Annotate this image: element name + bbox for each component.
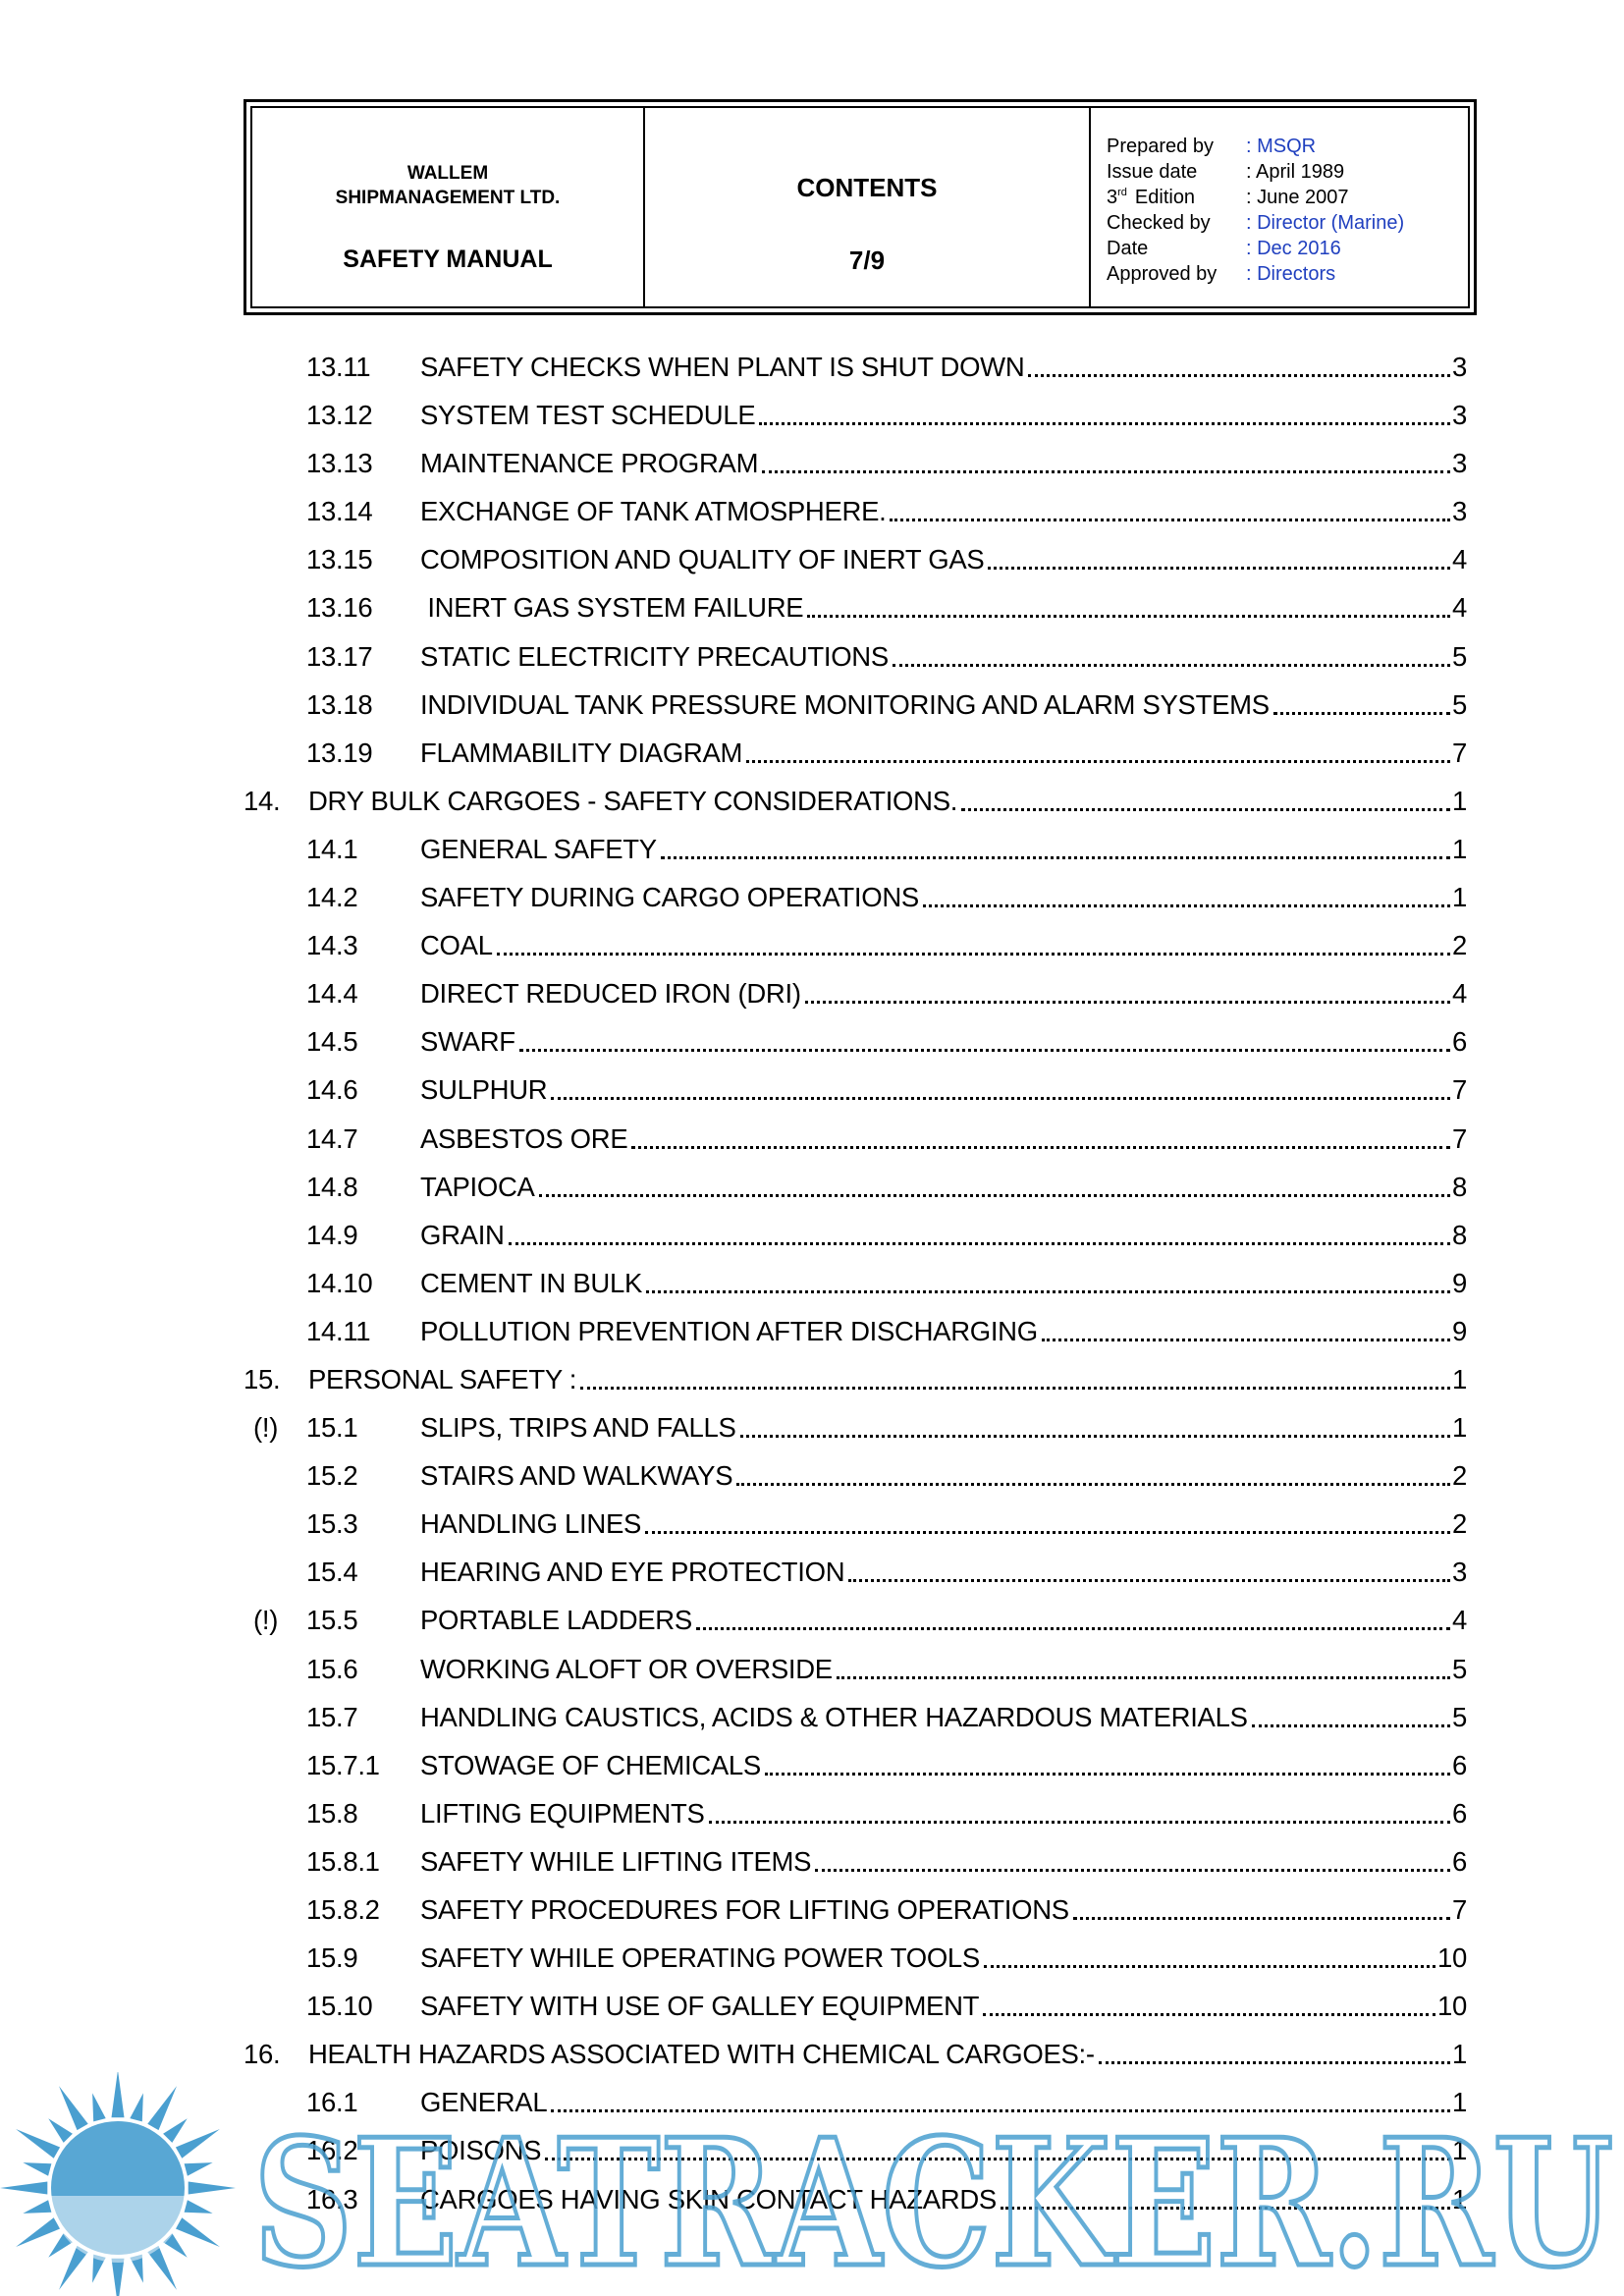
toc-entry-line (420, 1316, 1467, 1347)
toc-number: 14.11 (306, 1315, 371, 1346)
toc-entry-line (420, 738, 1467, 769)
meta-row (1107, 210, 1468, 236)
toc-section-row[interactable] (244, 1212, 1467, 1260)
toc-number: 15.3 (306, 1508, 358, 1540)
toc-chapter-row[interactable] (244, 778, 1467, 826)
toc-entry-line (420, 1654, 1467, 1685)
toc-number: 14.9 (306, 1219, 358, 1250)
toc-number: 14.7 (306, 1122, 358, 1154)
toc-entry-line (420, 1460, 1467, 1492)
toc-page-number: 10 (1437, 1991, 1467, 2022)
toc-title: FLAMMABILITY DIAGRAM (420, 737, 743, 768)
toc-entry-line (420, 1605, 1467, 1636)
toc-number: 15.8.2 (306, 1894, 380, 1925)
toc-title: GENERAL (420, 2087, 548, 2118)
dot-leader (1028, 374, 1450, 377)
dot-leader (759, 422, 1450, 425)
dot-leader (807, 615, 1450, 618)
toc-entry-line (420, 1798, 1467, 1830)
meta-row (1107, 261, 1468, 287)
toc-section-row[interactable] (244, 1452, 1467, 1501)
dot-leader (551, 1097, 1450, 1100)
watermark (0, 2072, 1624, 2296)
dot-leader (837, 1676, 1450, 1679)
sun-ray (92, 2093, 106, 2121)
dot-leader (736, 1483, 1450, 1486)
toc-title: SAFETY WHILE LIFTING ITEMS (420, 1845, 812, 1877)
dot-leader (983, 2013, 1435, 2016)
section-title: CONTENTS (796, 173, 938, 202)
toc-page-number: 1 (1452, 785, 1467, 816)
toc-section-row[interactable] (244, 633, 1467, 682)
toc-section-row[interactable] (244, 488, 1467, 536)
toc-entry-line (420, 448, 1467, 479)
toc-page-number: 4 (1452, 1605, 1467, 1636)
sun-ray (112, 2259, 125, 2296)
toc-title: CARGOES HAVING SKIN CONTACT HAZARDS (420, 2183, 997, 2214)
toc-page-number: 4 (1452, 544, 1467, 575)
sun-ray (59, 2086, 88, 2130)
dot-leader (646, 1290, 1450, 1293)
toc-title: DIRECT REDUCED IRON (DRI) (420, 978, 801, 1010)
sun-ray (163, 2118, 188, 2143)
edition-number: 3 (1107, 187, 1118, 208)
toc-section-row[interactable] (244, 1790, 1467, 1838)
toc-number: 15.4 (306, 1557, 358, 1588)
dot-leader (890, 519, 1450, 521)
toc-entry-line (420, 978, 1467, 1010)
dot-leader (539, 1194, 1450, 1197)
toc-section-row[interactable] (244, 1838, 1467, 1886)
sun-ray (48, 2118, 73, 2143)
toc-entry-line (420, 1412, 1467, 1444)
dot-leader (984, 1965, 1435, 1968)
toc-entry-line (420, 1702, 1467, 1733)
toc-page-number: 3 (1452, 496, 1467, 527)
toc-section-row[interactable] (244, 682, 1467, 730)
dot-leader (645, 1531, 1450, 1534)
toc-entry-line (420, 1894, 1467, 1926)
dot-leader (696, 1627, 1450, 1630)
toc-title: LIFTING EQUIPMENTS (420, 1797, 705, 1829)
header-section-cell (645, 108, 1091, 306)
sun-ray (23, 2162, 51, 2176)
toc-section-row[interactable] (244, 1501, 1467, 1549)
toc-page-number: 10 (1437, 1942, 1467, 1974)
toc-title: DRY BULK CARGOES - SAFETY CONSIDERATIONS. (308, 785, 958, 816)
meta-label: Issue date (1107, 161, 1198, 183)
dot-leader (762, 470, 1450, 473)
toc-title: EXCHANGE OF TANK ATMOSPHERE. (420, 496, 887, 527)
toc-page-number: 1 (1452, 2039, 1467, 2070)
manual-title: SAFETY MANUAL (343, 246, 553, 273)
meta-label: Date (1107, 238, 1149, 259)
toc-section-row[interactable] (244, 1260, 1467, 1308)
sun-burst-icon (0, 2072, 236, 2296)
toc-entry-line (308, 1364, 1467, 1395)
toc-title: SWARF (420, 1026, 515, 1058)
dot-leader (848, 1579, 1450, 1582)
toc-number: 13.19 (306, 737, 373, 768)
toc-entry-line (420, 1268, 1467, 1299)
toc-number: 16.1 (306, 2087, 358, 2118)
dot-leader (709, 1821, 1451, 1824)
header-company-cell (252, 108, 645, 306)
toc-page-number: 3 (1452, 1557, 1467, 1588)
company-line-2: SHIPMANAGEMENT LTD. (335, 188, 561, 208)
revision-mark: (!) (253, 1412, 279, 1444)
toc-page-number: 5 (1452, 640, 1467, 672)
toc-section-row[interactable] (244, 1404, 1467, 1452)
toc-title: STATIC ELECTRICITY PRECAUTIONS (420, 640, 889, 672)
sun-ray (0, 2182, 47, 2195)
toc-entry-line (420, 1508, 1467, 1540)
sun-ray (147, 2086, 177, 2130)
toc-section-row[interactable] (244, 584, 1467, 632)
toc-page-number: 7 (1452, 1074, 1467, 1106)
dot-leader (893, 664, 1450, 667)
toc-number: 13.12 (306, 400, 373, 431)
toc-section-row[interactable] (244, 1018, 1467, 1066)
toc-page-number: 6 (1452, 1797, 1467, 1829)
toc-title: COMPOSITION AND QUALITY OF INERT GAS (420, 544, 985, 575)
toc-number: 14. (244, 785, 281, 816)
toc-section-row[interactable] (244, 344, 1467, 392)
toc-section-row[interactable] (244, 392, 1467, 440)
toc-title: INERT GAS SYSTEM FAILURE (420, 592, 804, 624)
dot-leader (509, 1242, 1450, 1245)
toc-title: WORKING ALOFT OR OVERSIDE (420, 1653, 833, 1684)
header-table (250, 106, 1470, 308)
toc-section-row[interactable] (244, 1549, 1467, 1597)
dot-leader (519, 1049, 1450, 1052)
sun-ray (189, 2182, 236, 2195)
toc-number: 14.3 (306, 930, 358, 961)
toc-number: 16.2 (306, 2135, 358, 2166)
toc-number: 15.7 (306, 1701, 358, 1732)
toc-title: SAFETY WITH USE OF GALLEY EQUIPMENT (420, 1991, 980, 2022)
toc-number: 14.2 (306, 882, 358, 913)
meta-label: Approved by (1107, 263, 1218, 285)
sun-ray (16, 2129, 60, 2159)
meta-value: : Directors (1246, 263, 1336, 285)
toc-title: COAL (420, 930, 493, 961)
sun-ray (16, 2217, 60, 2247)
toc-number: 15.1 (306, 1412, 358, 1444)
toc-page-number: 5 (1452, 1653, 1467, 1684)
meta-value: : Director (Marine) (1246, 212, 1405, 234)
sun-ray (185, 2200, 213, 2214)
toc-entry-line (420, 882, 1467, 913)
toc-page-number: 7 (1452, 1894, 1467, 1925)
toc-title: HANDLING LINES (420, 1508, 642, 1540)
sun-ray (176, 2217, 220, 2247)
toc-page-number: 3 (1452, 352, 1467, 382)
document-header (244, 99, 1477, 315)
meta-label: Prepared by (1107, 136, 1214, 157)
toc-title: PORTABLE LADDERS (420, 1605, 692, 1636)
toc-entry-line (420, 544, 1467, 575)
toc-page-number: 3 (1452, 400, 1467, 431)
toc-number: 14.8 (306, 1171, 358, 1202)
toc-page-number: 8 (1452, 1171, 1467, 1202)
toc-title: GENERAL SAFETY (420, 833, 657, 864)
toc-entry-line (420, 1557, 1467, 1588)
toc-section-row[interactable] (244, 922, 1467, 970)
toc-section-row[interactable] (244, 1983, 1467, 2031)
sun-ray (176, 2129, 220, 2159)
toc-title: ASBESTOS ORE (420, 1122, 628, 1154)
toc-entry-line (420, 1942, 1467, 1974)
toc-number: 15.7.1 (306, 1749, 380, 1780)
toc-page-number: 1 (1452, 833, 1467, 864)
toc-number: 13.11 (306, 352, 371, 382)
dot-leader (740, 1435, 1450, 1438)
toc-entry-line (420, 641, 1467, 673)
toc-title: SAFETY CHECKS WHEN PLANT IS SHUT DOWN (420, 352, 1025, 382)
toc-title: PERSONAL SAFETY : (308, 1363, 577, 1394)
toc-page-number: 2 (1452, 1460, 1467, 1492)
toc-entry-line (308, 786, 1467, 817)
toc-title: SAFETY WHILE OPERATING POWER TOOLS (420, 1942, 980, 1974)
table-of-contents (244, 344, 1467, 2224)
dot-leader (988, 567, 1450, 570)
toc-entry-line (420, 1172, 1467, 1203)
toc-entry-line (420, 1750, 1467, 1781)
toc-title: SLIPS, TRIPS AND FALLS (420, 1412, 736, 1444)
toc-section-row[interactable] (244, 1066, 1467, 1115)
sun-ray (112, 2072, 125, 2117)
toc-title: STOWAGE OF CHEMICALS (420, 1749, 761, 1780)
sun-ray (185, 2162, 213, 2176)
dot-leader (1273, 712, 1450, 715)
toc-section-row[interactable] (244, 1742, 1467, 1790)
toc-page-number: 4 (1452, 978, 1467, 1010)
toc-title: SYSTEM TEST SCHEDULE (420, 400, 756, 431)
toc-section-row[interactable] (244, 1597, 1467, 1645)
dot-leader (1073, 1917, 1450, 1920)
toc-section-row[interactable] (244, 1164, 1467, 1212)
toc-section-row[interactable] (244, 1886, 1467, 1935)
toc-title: MAINTENANCE PROGRAM (420, 448, 759, 479)
toc-number: 14.5 (306, 1026, 358, 1058)
toc-page-number: 3 (1452, 448, 1467, 479)
meta-value: : June 2007 (1246, 187, 1349, 208)
toc-title: CEMENT IN BULK (420, 1267, 643, 1298)
toc-number: 13.15 (306, 544, 373, 575)
toc-page-number: 6 (1452, 1845, 1467, 1877)
toc-page-number: 2 (1452, 930, 1467, 961)
toc-title: POISONS (420, 2135, 542, 2166)
toc-title: HANDLING CAUSTICS, ACIDS & OTHER HAZARDOUS MATERIALS (420, 1701, 1248, 1732)
dot-leader (746, 760, 1450, 763)
toc-title: POLLUTION PREVENTION AFTER DISCHARGING (420, 1315, 1038, 1346)
meta-value: : MSQR (1246, 136, 1317, 157)
toc-title: SAFETY DURING CARGO OPERATIONS (420, 882, 919, 913)
toc-entry-line (308, 2039, 1467, 2070)
toc-title: TAPIOCA (420, 1171, 535, 1202)
toc-number: 13.14 (306, 496, 373, 527)
toc-entry-line (420, 834, 1467, 865)
toc-section-row[interactable] (244, 730, 1467, 778)
company-line-1: WALLEM (406, 163, 489, 184)
toc-title: STAIRS AND WALKWAYS (420, 1460, 733, 1492)
toc-title: SULPHUR (420, 1074, 548, 1106)
toc-number: 13.13 (306, 448, 373, 479)
toc-entry-line (420, 496, 1467, 527)
toc-section-row[interactable] (244, 874, 1467, 922)
toc-entry-line (420, 930, 1467, 961)
toc-entry-line (420, 1846, 1467, 1878)
toc-number: 14.10 (306, 1267, 373, 1298)
dot-leader (765, 1773, 1450, 1776)
toc-section-row[interactable] (244, 1116, 1467, 1164)
meta-value: : April 1989 (1246, 161, 1345, 183)
watermark-text: SEATRACKER.RU (253, 2101, 1613, 2296)
meta-row (1107, 185, 1468, 210)
dot-leader (1099, 2061, 1450, 2064)
meta-value: : Dec 2016 (1246, 238, 1341, 259)
toc-section-row[interactable] (244, 1308, 1467, 1356)
toc-page-number: 1 (1452, 2183, 1467, 2214)
dot-leader (1042, 1339, 1450, 1341)
meta-row (1107, 134, 1468, 159)
toc-section-row[interactable] (244, 826, 1467, 874)
toc-number: 13.18 (306, 688, 373, 720)
meta-row (1107, 159, 1468, 185)
toc-chapter-row[interactable] (244, 1356, 1467, 1404)
toc-entry-line (420, 400, 1467, 431)
toc-page-number: 9 (1452, 1267, 1467, 1298)
meta-row (1107, 236, 1468, 261)
toc-number: 16. (244, 2039, 281, 2070)
toc-number: 14.4 (306, 978, 358, 1010)
toc-number: 16.3 (306, 2183, 358, 2214)
toc-number: 13.17 (306, 640, 373, 672)
toc-section-row[interactable] (244, 536, 1467, 584)
toc-page-number: 4 (1452, 592, 1467, 624)
toc-page-number: 1 (1452, 1363, 1467, 1394)
toc-page-number: 8 (1452, 1219, 1467, 1250)
toc-page-number: 9 (1452, 1315, 1467, 1346)
toc-entry-line (420, 1074, 1467, 1106)
toc-section-row[interactable] (244, 440, 1467, 488)
toc-title: HEALTH HAZARDS ASSOCIATED WITH CHEMICAL CARGOES:- (308, 2039, 1095, 2070)
dot-leader (923, 904, 1450, 907)
edition-label: Edition (1134, 187, 1196, 208)
meta-label (1107, 185, 1246, 210)
dot-leader (580, 1387, 1450, 1390)
toc-number: 14.6 (306, 1074, 358, 1106)
toc-title: HEARING AND EYE PROTECTION (420, 1557, 845, 1588)
toc-page-number: 1 (1452, 882, 1467, 913)
toc-section-row[interactable] (244, 970, 1467, 1018)
sun-ray (130, 2093, 143, 2121)
meta-label: Checked by (1107, 212, 1211, 234)
toc-number: 15.9 (306, 1942, 358, 1974)
dot-leader (1252, 1724, 1450, 1727)
toc-page-number: 1 (1452, 1412, 1467, 1444)
toc-section-row[interactable] (244, 1646, 1467, 1694)
toc-entry-line (420, 1026, 1467, 1058)
toc-page-number: 6 (1452, 1749, 1467, 1780)
toc-number: 14.1 (306, 833, 358, 864)
header-meta-cell (1091, 108, 1468, 306)
toc-entry-line (420, 689, 1467, 721)
revision-mark: (!) (253, 1605, 279, 1636)
toc-page-number: 5 (1452, 1701, 1467, 1732)
toc-section-row[interactable] (244, 1935, 1467, 1983)
toc-page-number: 6 (1452, 1026, 1467, 1058)
toc-entry-line (420, 352, 1467, 383)
toc-number: 15. (244, 1363, 281, 1394)
company-name (252, 161, 643, 210)
toc-title: INDIVIDUAL TANK PRESSURE MONITORING AND ALARM SYSTEMS (420, 688, 1270, 720)
toc-number: 15.10 (306, 1991, 373, 2022)
dot-leader (961, 808, 1450, 811)
dot-leader (815, 1869, 1450, 1872)
toc-page-number: 2 (1452, 1508, 1467, 1540)
toc-number: 15.5 (306, 1605, 358, 1636)
toc-section-row[interactable] (244, 1694, 1467, 1742)
edition-suffix: rd (1117, 187, 1127, 198)
toc-entry-line (420, 1123, 1467, 1155)
toc-number: 15.6 (306, 1653, 358, 1684)
toc-title: GRAIN (420, 1219, 505, 1250)
dot-leader (631, 1146, 1450, 1149)
toc-number: 15.2 (306, 1460, 358, 1492)
toc-page-number: 1 (1452, 2135, 1467, 2166)
page-number: 7/9 (848, 246, 886, 275)
dot-leader (497, 953, 1450, 956)
toc-page-number: 7 (1452, 1122, 1467, 1154)
dot-leader (805, 1001, 1450, 1004)
toc-number: 13.16 (306, 592, 373, 624)
toc-entry-line (420, 1220, 1467, 1251)
toc-title: SAFETY PROCEDURES FOR LIFTING OPERATIONS (420, 1894, 1069, 1925)
toc-entry-line (420, 1991, 1467, 2022)
toc-entry-line (420, 592, 1467, 624)
toc-page-number: 5 (1452, 688, 1467, 720)
toc-number: 15.8.1 (306, 1845, 380, 1877)
toc-number: 15.8 (306, 1797, 358, 1829)
dot-leader (661, 856, 1450, 859)
sun-ray (23, 2200, 51, 2214)
toc-page-number: 7 (1452, 737, 1467, 768)
toc-page-number: 1 (1452, 2087, 1467, 2118)
